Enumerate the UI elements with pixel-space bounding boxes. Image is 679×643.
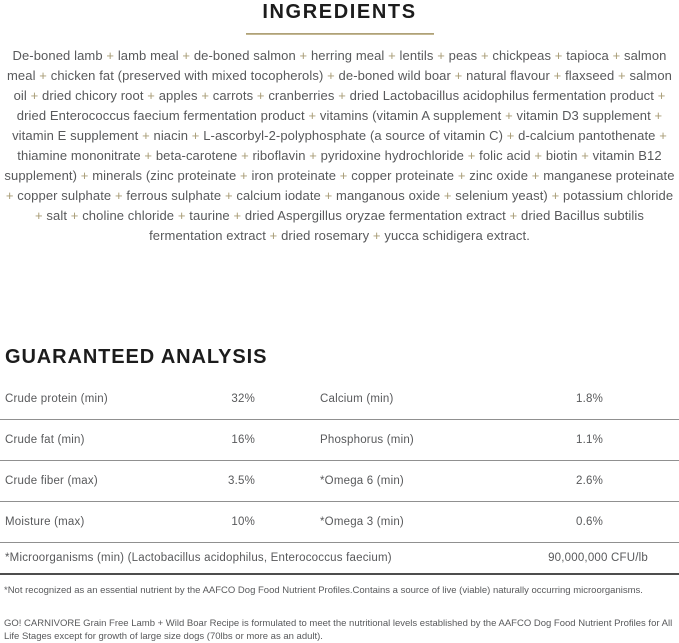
plus-separator: + [201, 88, 210, 103]
plus-separator: + [299, 48, 308, 63]
microorganisms-row [0, 543, 679, 575]
plus-separator: + [256, 88, 265, 103]
plus-separator: + [506, 128, 515, 143]
plus-separator: + [324, 188, 333, 203]
guaranteed-analysis-title: GUARANTEED ANALYSIS [5, 346, 268, 368]
gold-divider [246, 33, 434, 35]
formulation-statement: GO! CARNIVORE Grain Free Lamb + Wild Boar Recipe is formulated to meet the nutritional levels established by the AAFCO Dog Food Nutrient Profiles for All Life Stages except for growth of large size dogs (70lbs or more as an adult). [4, 618, 673, 642]
plus-separator: + [177, 208, 186, 223]
plus-separator: + [480, 48, 489, 63]
ingredients-title: INGREDIENTS [262, 1, 417, 23]
ingredients-text: De-boned lamb + lamb meal + de-boned salmon + herring meal + lentils + peas + chickpeas + tapioca + salmon meal + chicken fat (preserved with mixed tocopherols) + de-boned wild boar + natural flavour + flaxseed + salmon oil + dried chicory root + apples + carrots + cranberries + dried Lactobacillus acidophilus fermentation product + dried Enterococcus faecium fermentation product + vitamins (vitamin A supplement + vitamin D3 supplement + vitamin E supplement + niacin + L-ascorbyl-2-polyphosphate (a source of vitamin C) + d-calcium pantothenate + thiamine mononitrate + beta-carotene + riboflavin + pyridoxine hydrochloride + folic acid + biotin + vitamin B12 supplement) + minerals (zinc proteinate + iron proteinate + copper proteinate + zinc oxide + manganese proteinate + copper sulphate + ferrous sulphate + calcium iodate + manganous oxide + selenium yeast) + potassium chloride + salt + choline chloride + taurine + dried Aspergillus oryzae fermentation extract + dried Bacillus subtilis fermentation extract + dried rosemary + yucca schidigera extract. [4, 48, 675, 243]
plus-separator: + [327, 68, 335, 83]
plus-separator: + [233, 208, 242, 223]
plus-separator: + [654, 108, 663, 123]
plus-separator: + [241, 148, 249, 163]
plus-separator: + [534, 148, 543, 163]
plus-separator: + [5, 188, 14, 203]
plus-separator: + [144, 148, 153, 163]
plus-separator: + [269, 228, 278, 243]
plus-separator: + [339, 168, 348, 183]
microorganisms-value: 90,000,000 CFU/lb [548, 552, 648, 564]
plus-separator: + [554, 48, 563, 63]
plus-separator: + [467, 148, 476, 163]
plus-separator: + [224, 188, 233, 203]
nutrient-label: *Omega 6 (min) [320, 475, 404, 487]
plus-separator: + [30, 88, 39, 103]
plus-separator: + [657, 88, 666, 103]
nutrient-value: 1.1% [575, 434, 603, 446]
plus-separator: + [659, 128, 667, 143]
guaranteed-analysis-table [0, 379, 679, 575]
plus-separator: + [39, 68, 47, 83]
plus-separator: + [618, 68, 626, 83]
aafco-footnote: *Not recognized as an essential nutrient by the AAFCO Dog Food Nutrient Profiles.Contains a source of live (viable) naturally occurring microorganisms. [4, 585, 643, 596]
nutrient-value: 10% [231, 516, 255, 528]
plus-separator: + [553, 68, 562, 83]
plus-separator: + [191, 128, 200, 143]
nutrient-value: 32% [231, 393, 255, 405]
microorganisms-label: *Microorganisms (min) (Lactobacillus acidophilus, Enterococcus faecium) [5, 552, 392, 564]
nutrient-label: Phosphorus (min) [320, 434, 414, 446]
plus-separator: + [35, 208, 43, 223]
plus-separator: + [437, 48, 445, 63]
nutrient-label: Crude fat (min) [5, 434, 85, 446]
plus-separator: + [551, 188, 560, 203]
plus-separator: + [457, 168, 466, 183]
plus-separator: + [182, 48, 191, 63]
nutrient-label: *Omega 3 (min) [320, 516, 404, 528]
nutrient-label: Moisture (max) [5, 516, 85, 528]
table-row [0, 502, 679, 543]
nutrient-value: 3.5% [227, 475, 255, 487]
plus-separator: + [443, 188, 452, 203]
plus-separator: + [338, 88, 346, 103]
table-row [0, 461, 679, 502]
plus-separator: + [80, 168, 89, 183]
plus-separator: + [505, 108, 513, 123]
plus-separator: + [240, 168, 248, 183]
plus-separator: + [372, 228, 381, 243]
table-row [0, 379, 679, 420]
plus-separator: + [309, 148, 317, 163]
nutrient-label: Crude protein (min) [5, 393, 108, 405]
plus-separator: + [531, 168, 540, 183]
plus-separator: + [454, 68, 463, 83]
nutrient-value: 1.8% [575, 393, 603, 405]
plus-separator: + [106, 48, 115, 63]
plus-separator: + [388, 48, 396, 63]
plus-separator: + [308, 108, 317, 123]
plus-separator: + [147, 88, 155, 103]
plus-separator: + [581, 148, 589, 163]
plus-separator: + [70, 208, 79, 223]
plus-separator: + [114, 188, 123, 203]
plus-separator: + [142, 128, 150, 143]
nutrient-label: Crude fiber (max) [5, 475, 98, 487]
plus-separator: + [612, 48, 621, 63]
nutrient-label: Calcium (min) [320, 393, 394, 405]
nutrient-value: 0.6% [575, 516, 603, 528]
nutrient-value: 16% [231, 434, 255, 446]
nutrient-value: 2.6% [575, 475, 603, 487]
plus-separator: + [509, 208, 518, 223]
table-row [0, 420, 679, 461]
